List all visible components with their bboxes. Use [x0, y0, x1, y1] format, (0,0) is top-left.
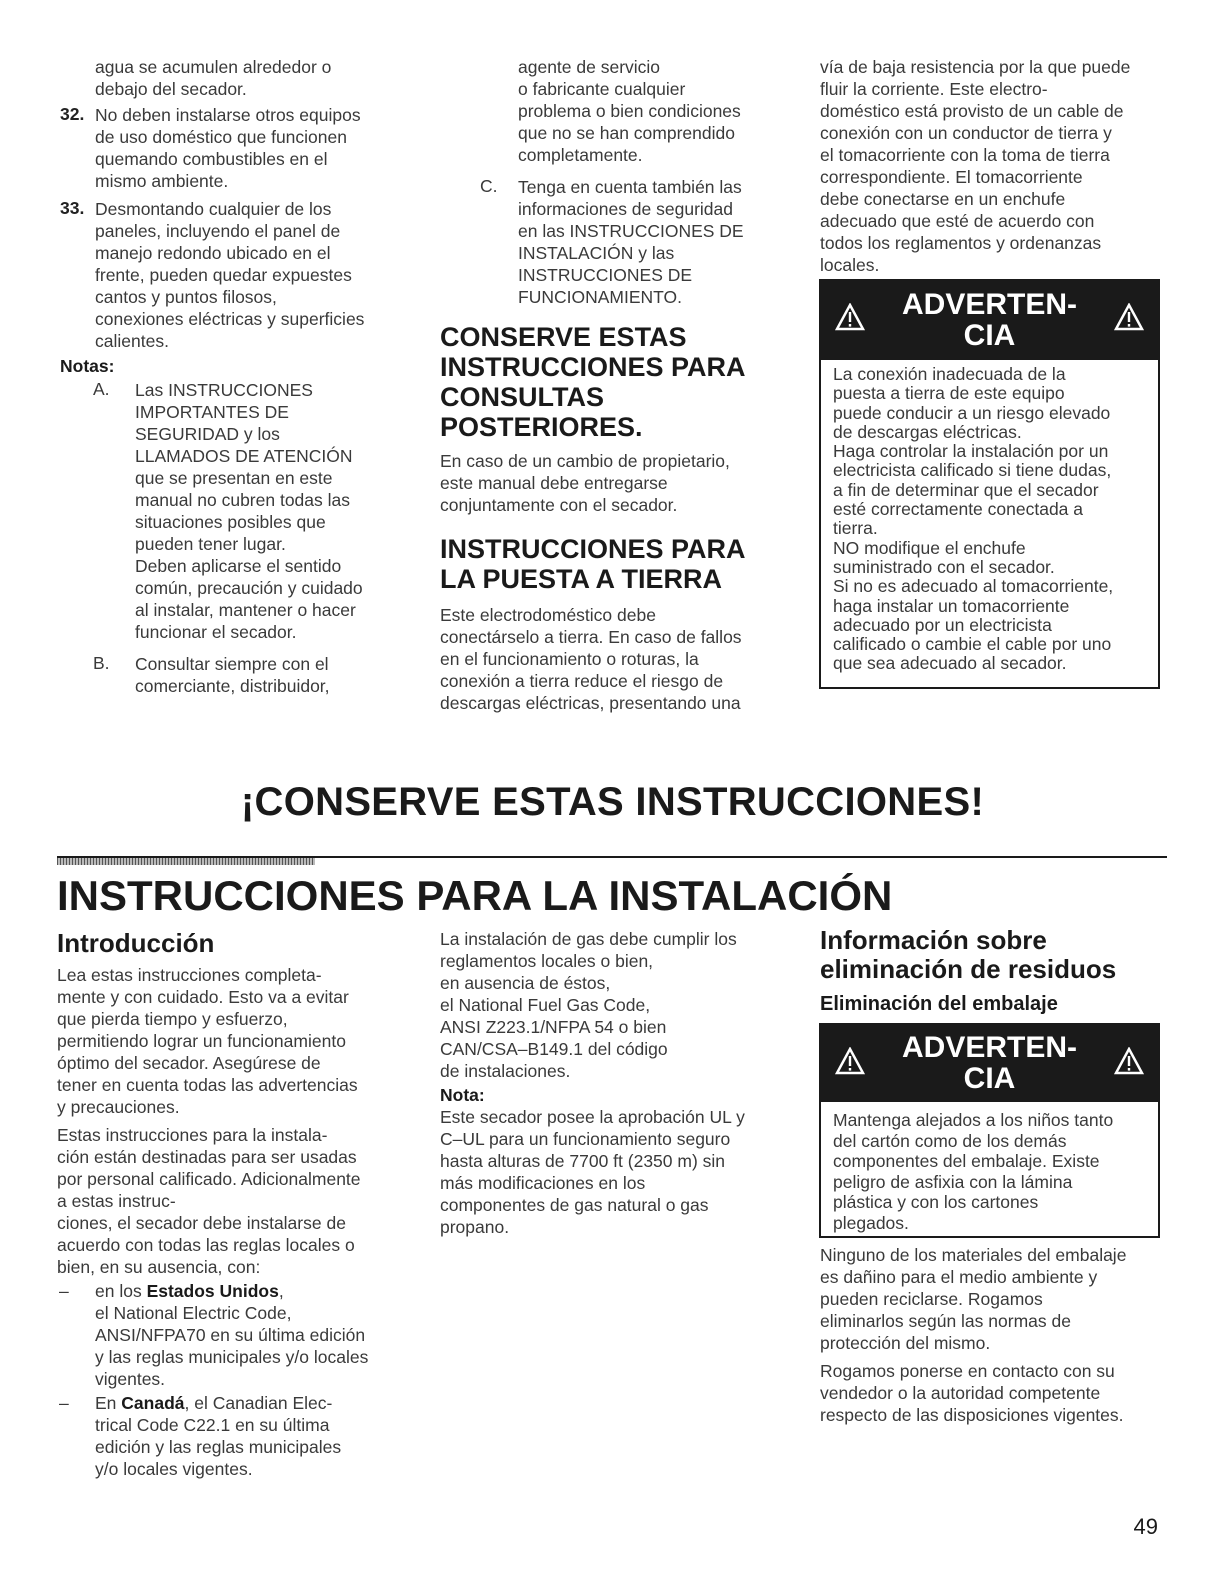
text-line: y las reglas municipales y/o locales: [95, 1347, 369, 1367]
text-line: tener en cuenta todas las advertencias: [57, 1075, 358, 1095]
warning-triangle-icon: [835, 1047, 865, 1075]
text-line: este manual debe entregarse: [440, 473, 668, 493]
intro-paragraph-2: [57, 1124, 407, 1278]
text-line: y/o locales vigentes.: [95, 1459, 253, 1479]
text-line: conexión con un conductor de tierra y: [820, 123, 1112, 143]
text-line: Este secador posee la aprobación UL y: [440, 1107, 745, 1127]
warning-title-line: CIA: [963, 1062, 1016, 1095]
text-line: componentes del embalaje. Existe: [833, 1151, 1100, 1171]
text-line: Las INSTRUCCIONES: [135, 380, 313, 400]
text-line: En caso de un cambio de propietario,: [440, 451, 730, 471]
warning-title-line: CIA: [963, 319, 1016, 352]
note-letter: C.: [480, 176, 498, 196]
text-line: más modificaciones en los: [440, 1173, 646, 1193]
heading-line: LA PUESTA A TIERRA: [440, 564, 722, 594]
text-line: plástica y con los cartones: [833, 1192, 1039, 1212]
list-item-33: [60, 198, 405, 352]
text-line: en el funcionamiento o roturas, la: [440, 649, 699, 669]
text-line: suministrado con el secador.: [833, 556, 1055, 577]
text-span: ,: [278, 1281, 284, 1301]
text-line: manual no cubren todas las: [135, 490, 350, 510]
text-line: permitiendo lograr un funcionamiento: [57, 1031, 346, 1051]
warning-triangle-icon: [1114, 303, 1144, 331]
note-letter: A.: [93, 379, 110, 399]
list-item-31-tail: [60, 56, 405, 100]
country-name: Estados Unidos: [146, 1281, 279, 1301]
text-line: de instalaciones.: [440, 1061, 571, 1081]
column-3-top: [820, 56, 1165, 276]
text-line: edición y las reglas municipales: [95, 1437, 342, 1457]
note-b-tail: [440, 56, 785, 166]
text-line: reglamentos locales o bien,: [440, 951, 654, 971]
text-line: esté correctamente conectada a: [833, 499, 1084, 520]
text-line: óptimo del secador. Asegúrese de: [57, 1053, 321, 1073]
warning-header: [821, 281, 1158, 360]
section-title: INSTRUCCIONES PARA LA INSTALACIÓN: [57, 872, 893, 919]
text-line: manejo redondo ubicado en el: [95, 243, 331, 263]
text-line: Este electrodoméstico debe: [440, 605, 656, 625]
page-number: 49: [1133, 1514, 1158, 1539]
text-line: del cartón como de los demás: [833, 1130, 1067, 1151]
intro-heading: Introducción: [57, 928, 215, 958]
heading-grounding: [440, 534, 785, 594]
paragraph-grounding-cont: [820, 56, 1165, 276]
country-name: Canadá: [121, 1393, 185, 1413]
text-line: a estas instruc-: [57, 1191, 176, 1211]
text-line: a fin de determinar que el secador: [833, 479, 1099, 500]
paragraph-owner-change: [440, 450, 785, 516]
warning-triangle-icon: [835, 303, 865, 331]
column-1-top: [60, 56, 405, 697]
text-line: completamente.: [518, 145, 643, 165]
text-line: calificado o cambie el cable por uno: [833, 634, 1112, 655]
item-number: 33.: [60, 198, 85, 218]
text-line: Haga controlar la instalación por un: [833, 441, 1109, 462]
text-line: conexiones eléctricas y superficies: [95, 309, 365, 329]
text-line: funcionar el secador.: [135, 622, 297, 642]
text-line: LLAMADOS DE ATENCIÓN: [135, 446, 353, 466]
text-line: en ausencia de éstos,: [440, 973, 611, 993]
text-line: tierra.: [833, 518, 878, 539]
text-line: FUNCIONAMIENTO.: [518, 287, 682, 307]
text-line: vendedor o la autoridad competente: [820, 1383, 1101, 1403]
warning-triangle-icon: [1114, 1047, 1144, 1075]
warning-body: [821, 360, 1158, 680]
text-line: agua se acumulen alrededor o: [95, 57, 332, 77]
text-line: pueden reciclarse. Rogamos: [820, 1289, 1043, 1309]
heading-line: CONSERVE ESTAS: [440, 322, 687, 352]
notes-label: Notas:: [60, 356, 115, 376]
text-line: agente de servicio: [518, 57, 661, 77]
text-line: Consultar siempre con el: [135, 654, 329, 674]
text-line: La instalación de gas debe cumplir los: [440, 929, 737, 949]
heading-line: CONSULTAS: [440, 382, 604, 412]
text-line: peligro de asfixia con la lámina: [833, 1171, 1073, 1192]
text-line: haga instalar un tomacorriente: [833, 595, 1070, 616]
text-line: trical Code C22.1 en su última: [95, 1415, 330, 1435]
text-line: doméstico está provisto de un cable de: [820, 101, 1124, 121]
column-introduction: [57, 926, 407, 1480]
text-line: protección del mismo.: [820, 1333, 991, 1353]
text-span: en los: [95, 1281, 147, 1301]
intro-paragraph-1: [57, 964, 407, 1118]
text-line: respecto de las disposiciones vigentes.: [820, 1405, 1124, 1425]
item-number: 32.: [60, 104, 85, 124]
heading-line: INSTRUCCIONES PARA: [440, 534, 746, 564]
text-line: [95, 1280, 407, 1302]
text-line: Deben aplicarse el sentido: [135, 556, 342, 576]
warning-header: [821, 1025, 1158, 1102]
dash-bullet: –: [59, 1281, 69, 1301]
text-line: el National Fuel Gas Code,: [440, 995, 651, 1015]
column-disposal-bottom: [820, 1244, 1165, 1426]
text-line: CAN/CSA–B149.1 del código: [440, 1039, 668, 1059]
text-line: correspondiente. El tomacorriente: [820, 167, 1083, 187]
note-c: [440, 176, 785, 308]
text-line: que pierda tiempo y esfuerzo,: [57, 1009, 288, 1029]
text-line: ANSI Z223.1/NFPA 54 o bien: [440, 1017, 667, 1037]
text-line: debe conectarse en un enchufe: [820, 189, 1066, 209]
list-item-32: [60, 104, 405, 192]
disposal-paragraph-2: [820, 1360, 1165, 1426]
warning-box-grounding: [819, 279, 1160, 689]
text-line: Ninguno de los materiales del embalaje: [820, 1245, 1127, 1265]
text-line: bien, en su ausencia, con:: [57, 1257, 261, 1277]
heading-line: POSTERIORES.: [440, 412, 643, 442]
text-line: Desmontando cualquier de los: [95, 199, 332, 219]
note-a: [60, 379, 405, 643]
warning-title-line: ADVERTEN-: [901, 1031, 1077, 1064]
section-divider-pattern: [57, 858, 315, 865]
text-line: debajo del secador.: [95, 79, 247, 99]
text-line: ción están destinadas para ser usadas: [57, 1147, 357, 1167]
heading-line: Información sobre: [820, 925, 1047, 955]
text-line: Rogamos ponerse en contacto con su: [820, 1361, 1115, 1381]
text-line: el tomacorriente con la toma de tierra: [820, 145, 1110, 165]
text-line: SEGURIDAD y los: [135, 424, 280, 444]
heading-line: eliminación de residuos: [820, 954, 1117, 984]
gas-note: [440, 1106, 790, 1238]
text-line: ANSI/NFPA70 en su última edición: [95, 1325, 366, 1345]
text-line: común, precaución y cuidado: [135, 578, 363, 598]
banner-keep-instructions: ¡CONSERVE ESTAS INSTRUCCIONES!: [240, 780, 985, 824]
heading-conserve: [440, 322, 785, 442]
text-line: propano.: [440, 1217, 510, 1237]
text-line: Tenga en cuenta también las: [518, 177, 742, 197]
text-line: es dañino para el medio ambiente y: [820, 1267, 1098, 1287]
list-item-usa: [57, 1280, 407, 1390]
text-line: conjuntamente con el secador.: [440, 495, 678, 515]
text-line: [95, 1392, 407, 1414]
text-line: en las INSTRUCCIONES DE: [518, 221, 744, 241]
text-line: conectárselo a tierra. En caso de fallos: [440, 627, 742, 647]
text-line: NO modifique el enchufe: [833, 537, 1026, 558]
text-line: de descargas eléctricas.: [833, 421, 1022, 442]
warning-body: [821, 1102, 1158, 1239]
text-line: vía de baja resistencia por la que puede: [820, 57, 1131, 77]
text-span: , el Canadian Elec-: [184, 1393, 333, 1413]
text-line: que se presentan en este: [135, 468, 333, 488]
text-line: informaciones de seguridad: [518, 199, 733, 219]
text-line: por personal calificado. Adicionalmente: [57, 1169, 361, 1189]
text-line: mente y con cuidado. Esto va a evitar: [57, 987, 349, 1007]
text-line: fluir la corriente. Este electro-: [820, 79, 1048, 99]
text-line: todos los reglamentos y ordenanzas: [820, 233, 1102, 253]
text-line: INSTRUCCIONES DE: [518, 265, 693, 285]
text-line: que sea adecuado al secador.: [833, 653, 1067, 674]
heading-line: INSTRUCCIONES PARA: [440, 352, 746, 382]
text-line: locales.: [820, 255, 880, 275]
text-line: plegados.: [833, 1212, 909, 1233]
note-label: Nota:: [440, 1085, 485, 1105]
text-line: La conexión inadecuada de la: [833, 364, 1066, 384]
dash-bullet: –: [59, 1393, 69, 1413]
text-line: Si no es adecuado al tomacorriente,: [833, 576, 1114, 597]
text-line: que no se han comprendido: [518, 123, 735, 143]
text-line: puesta a tierra de este equipo: [833, 383, 1065, 404]
text-line: C–UL para un funcionamiento seguro: [440, 1129, 731, 1149]
text-line: situaciones posibles que: [135, 512, 326, 532]
text-line: pueden tener lugar.: [135, 534, 286, 554]
text-line: cantos y puntos filosos,: [95, 287, 277, 307]
text-line: vigentes.: [95, 1369, 166, 1389]
text-line: frente, pueden quedar expuestes: [95, 265, 352, 285]
disposal-subheading: Eliminación del embalaje: [820, 993, 1058, 1015]
text-line: No deben instalarse otros equipos: [95, 105, 361, 125]
text-line: calientes.: [95, 331, 169, 351]
gas-paragraph: [440, 928, 790, 1082]
text-line: adecuado por un electricista: [833, 614, 1052, 635]
text-line: INSTALACIÓN y las: [518, 243, 675, 263]
text-line: ciones, el secador debe instalarse de: [57, 1213, 346, 1233]
text-line: mismo ambiente.: [95, 171, 229, 191]
column-disposal: [820, 926, 1165, 1016]
text-line: el National Electric Code,: [95, 1303, 292, 1323]
text-line: conexión a tierra reduce el riesgo de: [440, 671, 724, 691]
text-line: eliminarlos según las normas de: [820, 1311, 1071, 1331]
text-line: Mantenga alejados a los niños tanto: [833, 1110, 1114, 1130]
text-line: acuerdo con todas las reglas locales o: [57, 1235, 355, 1255]
text-line: descargas eléctricas, presentando una: [440, 693, 741, 713]
text-line: componentes de gas natural o gas: [440, 1195, 709, 1215]
note-b: [60, 653, 405, 697]
text-line: electricista calificado si tiene dudas,: [833, 460, 1112, 481]
text-line: y precauciones.: [57, 1097, 180, 1117]
paragraph-grounding: [440, 604, 785, 714]
note-letter: B.: [93, 653, 110, 673]
text-line: al instalar, mantener o hacer: [135, 600, 356, 620]
text-line: quemando combustibles en el: [95, 149, 328, 169]
text-span: En: [95, 1393, 122, 1413]
text-line: adecuado que esté de acuerdo con: [820, 211, 1095, 231]
list-item-canada: [57, 1392, 407, 1480]
text-line: paneles, incluyendo el panel de: [95, 221, 341, 241]
text-line: IMPORTANTES DE: [135, 402, 289, 422]
disposal-paragraph-1: [820, 1244, 1165, 1354]
column-gas: [440, 928, 790, 1238]
warning-title-line: ADVERTEN-: [901, 288, 1077, 321]
text-line: Lea estas instrucciones completa-: [57, 965, 322, 985]
text-line: problema o bien condiciones: [518, 101, 741, 121]
disposal-heading: [820, 926, 1165, 984]
text-line: Estas instrucciones para la instala-: [57, 1125, 328, 1145]
column-2-top: [440, 56, 785, 714]
text-line: comerciante, distribuidor,: [135, 676, 330, 696]
warning-box-packaging: [819, 1023, 1160, 1238]
text-line: de uso doméstico que funcionen: [95, 127, 347, 147]
text-line: o fabricante cualquier: [518, 79, 686, 99]
text-line: puede conducir a un riesgo elevado: [833, 402, 1111, 423]
text-line: hasta alturas de 7700 ft (2350 m) sin: [440, 1151, 726, 1171]
